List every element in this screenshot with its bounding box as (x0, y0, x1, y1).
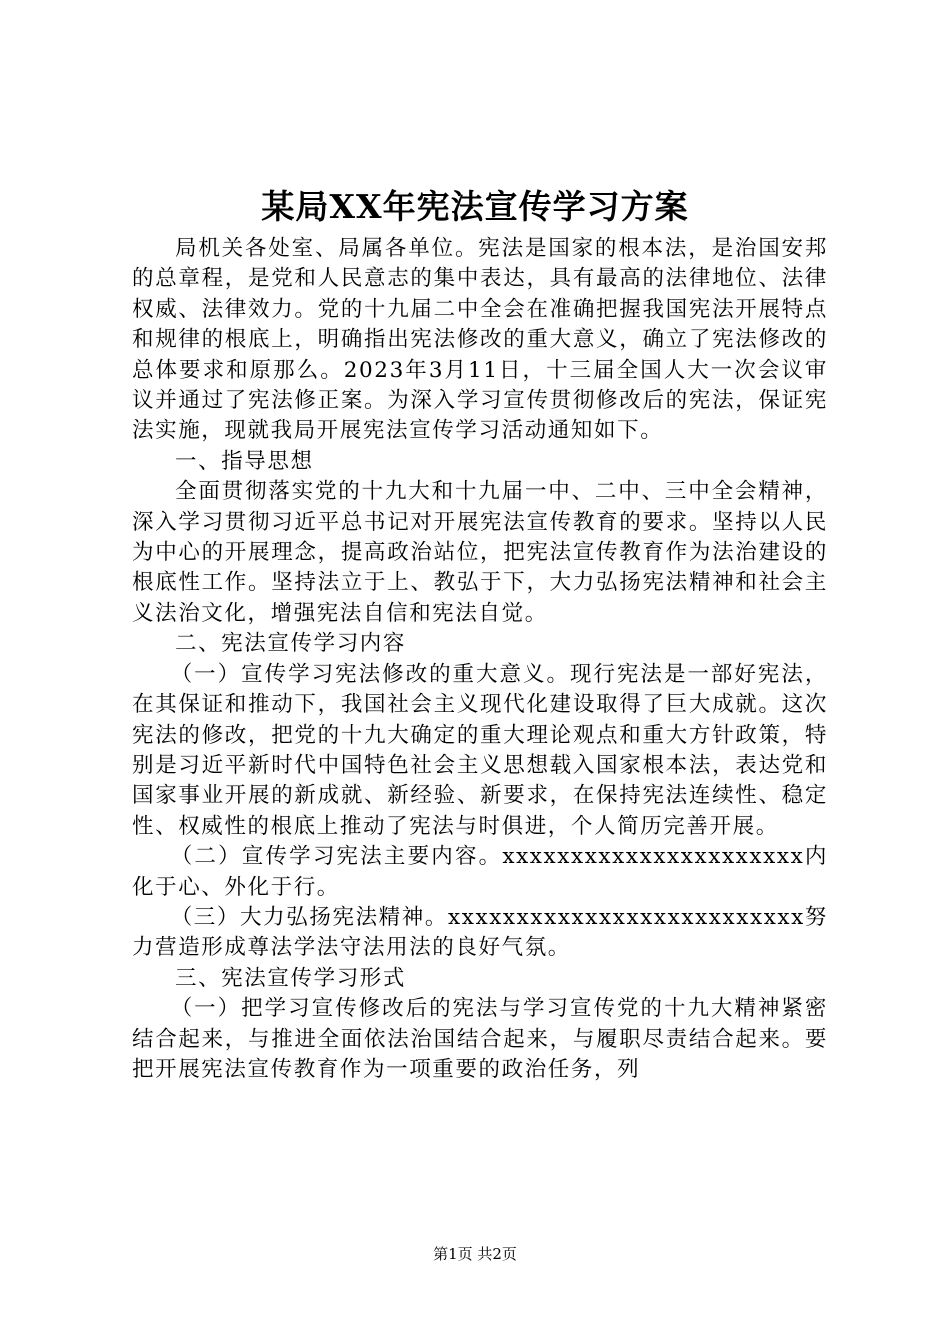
guiding-thought-paragraph: 全面贯彻落实党的十九大和十九届一中、二中、三中全会精神，深入学习贯彻习近平总书记对开展宪法宣传教育的要求。坚持以人民为中心的开展理念，提高政治站位，把宪法宣传教育作为法治建设的根底性工作。坚持法立于上、教弘于下，大力弘扬宪法精神和社会主义法治文化，增强宪法自信和宪法自觉。 (132, 479, 828, 626)
document-body (132, 234, 828, 1085)
content-item-2: （二）宣传学习宪法主要内容。xxxxxxxxxxxxxxxxxxxxxx内化于心、外化于行。 (132, 844, 828, 900)
section-heading-content: 二、宪法宣传学习内容 (175, 631, 407, 657)
content-item-3: （三）大力弘扬宪法精神。xxxxxxxxxxxxxxxxxxxxxxxxxx努力营造形成尊法学法守法用法的良好气氛。 (132, 904, 828, 961)
content-item-1: （一）宣传学习宪法修改的重大意义。现行宪法是一部好宪法，在其保证和推动下，我国社会主义现代化建设取得了巨大成就。这次宪法的修改，把党的十九大确定的重大理论观点和重大方针政策，特别是习近平新时代中国特色社会主义思想载入国家根本法，表达党和国家事业开展的新成就、新经验、新要求，在保持宪法连续性、稳定性、权威性的根底上推动了宪法与时俱进，个人简历完善开展。 (132, 661, 828, 839)
section-heading-form: 三、宪法宣传学习形式 (175, 965, 407, 991)
document-title: 某局XX年宪法宣传学习方案 (261, 187, 689, 226)
section-heading-guiding-thought: 一、指导思想 (175, 448, 314, 474)
page-footer: 第1页 共2页 (433, 1245, 517, 1263)
form-item-1: （一）把学习宣传修改后的宪法与学习宣传党的十九大精神紧密结合起来，与推进全面依法治国结合起来，与履职尽责结合起来。要把开展宪法宣传教育作为一项重要的政治任务，列 (132, 996, 828, 1082)
intro-paragraph: 局机关各处室、局属各单位。宪法是国家的根本法，是治国安邦的总章程，是党和人民意志的集中表达，具有最高的法律地位、法律权威、法律效力。党的十九届二中全会在准确把握我国宪法开展特点和规律的根底上，明确指出宪法修改的重大意义，确立了宪法修改的总体要求和原那么。2023年3月11日，十三届全国人大一次会议审议并通过了宪法修正案。为深入学习宣传贯彻修改后的宪法，保证宪法实施，现就我局开展宪法宣传学习活动通知如下。 (132, 236, 828, 444)
